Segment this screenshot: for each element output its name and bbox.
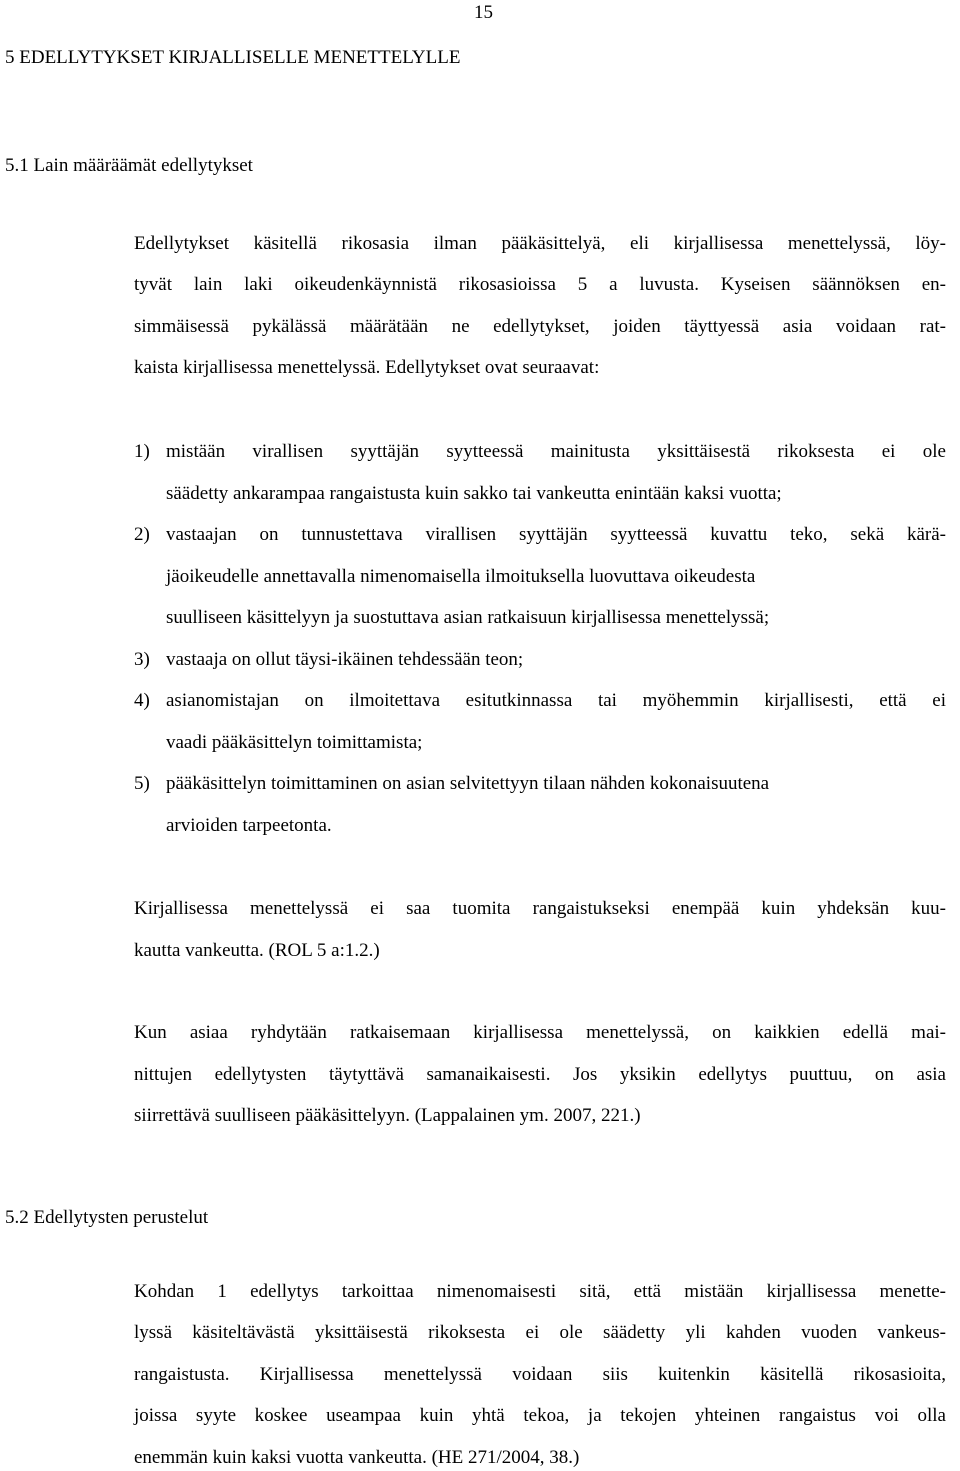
text-line: lyssä käsiteltävästä yksittäisestä rikoksesta ei ole säädetty yli kahden vuoden vankeus- xyxy=(134,1322,946,1343)
text-line: Kohdan 1 edellytys tarkoittaa nimenomaisesti sitä, että mistään kirjallisessa menette- xyxy=(134,1281,946,1302)
section-heading: 5.1 Lain määräämät edellytykset xyxy=(5,155,253,176)
list-number: 4) xyxy=(134,690,150,711)
list-item-line: säädetty ankarampaa rangaistusta kuin sakko tai vankeutta enintään kaksi vuotta; xyxy=(166,483,782,504)
list-item-line: asianomistajan on ilmoitettava esitutkinnassa tai myöhemmin kirjallisesti, että ei xyxy=(166,690,946,711)
list-number: 5) xyxy=(134,773,150,794)
list-item-line: vastaaja on ollut täysi-ikäinen tehdessään teon; xyxy=(166,649,524,670)
list-item-line: arvioiden tarpeetonta. xyxy=(166,815,332,836)
section-heading: 5.2 Edellytysten perustelut xyxy=(5,1207,209,1228)
list-item-line: suulliseen käsittelyyn ja suostuttava asian ratkaisuun kirjallisessa menettelyssä; xyxy=(166,607,770,628)
chapter-heading: 5 EDELLYTYKSET KIRJALLISELLE MENETTELYLLE xyxy=(5,47,461,68)
list-number: 1) xyxy=(134,441,150,462)
list-number: 3) xyxy=(134,649,150,670)
page-number: 15 xyxy=(474,2,493,23)
text-line: siirrettävä suulliseen pääkäsittelyyn. (Lappalainen ym. 2007, 221.) xyxy=(134,1105,641,1126)
text-line: nittujen edellytysten täytyttävä samanaikaisesti. Jos yksikin edellytys puuttuu, on asia xyxy=(134,1064,946,1085)
list-item-line: vaadi pääkäsittelyn toimittamista; xyxy=(166,732,423,753)
text-line: tyvät lain laki oikeudenkäynnistä rikosasioissa 5 a luvusta. Kyseisen säännöksen en- xyxy=(134,274,946,295)
text-line: enemmän kuin kaksi vuotta vankeutta. (HE 271/2004, 38.) xyxy=(134,1447,580,1468)
list-item-line: vastaajan on tunnustettava virallisen syyttäjän syytteessä kuvattu teko, sekä kärä- xyxy=(166,524,946,545)
list-item-line: jäoikeudelle annettavalla nimenomaisella ilmoituksella luovuttava oikeudesta xyxy=(166,566,756,587)
text-line: kaista kirjallisessa menettelyssä. Edellytykset ovat seuraavat: xyxy=(134,357,600,378)
text-line: simmäisessä pykälässä määrätään ne edellytykset, joiden täyttyessä asia voidaan rat- xyxy=(134,316,946,337)
text-line: joissa syyte koskee useampaa kuin yhtä tekoa, ja tekojen yhteinen rangaistus voi olla xyxy=(134,1405,946,1426)
text-line: rangaistusta. Kirjallisessa menettelyssä voidaan siis kuitenkin käsitellä rikosasioita, xyxy=(134,1364,946,1385)
text-line: Kirjallisessa menettelyssä ei saa tuomita rangaistukseksi enempää kuin yhdeksän kuu- xyxy=(134,898,946,919)
list-item-line: mistään virallisen syyttäjän syytteessä mainitusta yksittäisestä rikoksesta ei ole xyxy=(166,441,946,462)
text-line: kautta vankeutta. (ROL 5 a:1.2.) xyxy=(134,940,380,961)
text-line: Kun asiaa ryhdytään ratkaisemaan kirjallisessa menettelyssä, on kaikkien edellä mai- xyxy=(134,1022,946,1043)
list-number: 2) xyxy=(134,524,150,545)
text-line: Edellytykset käsitellä rikosasia ilman pääkäsittelyä, eli kirjallisessa menettelyssä, löy- xyxy=(134,233,946,254)
list-item-line: pääkäsittelyn toimittaminen on asian selvitettyyn tilaan nähden kokonaisuutena xyxy=(166,773,770,794)
